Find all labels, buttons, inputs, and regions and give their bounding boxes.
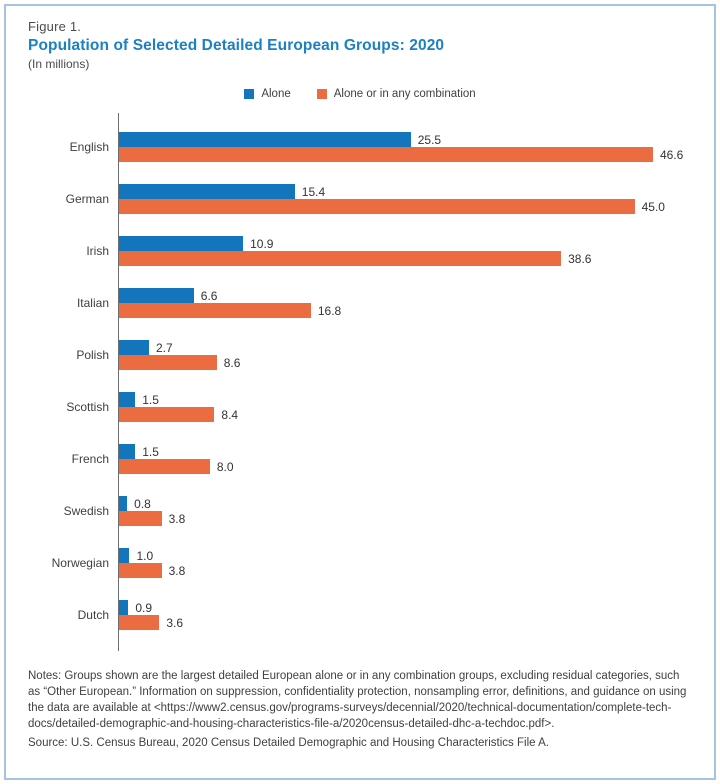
value-label: 2.7 <box>155 340 173 355</box>
bar-alone <box>118 496 127 511</box>
bar-line <box>118 199 692 214</box>
chart-row <box>28 589 692 641</box>
chart-row <box>28 329 692 381</box>
bar-line <box>118 548 692 563</box>
category-label: Norwegian <box>51 556 109 570</box>
category-label: English <box>69 140 109 154</box>
chart-row <box>28 485 692 537</box>
value-label: 1.5 <box>142 444 159 459</box>
legend-item-0 <box>244 88 290 100</box>
bar-line <box>118 392 692 407</box>
bar-line <box>118 147 692 162</box>
bar-combination <box>118 459 210 474</box>
bar-line <box>118 511 692 526</box>
notes-block <box>28 668 692 751</box>
bar-combination <box>118 511 162 526</box>
category-label: Irish <box>86 244 109 258</box>
bar-alone <box>118 236 243 251</box>
bar-alone <box>118 392 135 407</box>
value-label: 0.8 <box>134 496 151 511</box>
chart-row <box>28 121 692 173</box>
category-label: French <box>71 452 109 466</box>
value-label: 8.0 <box>216 459 234 474</box>
bar-combination <box>118 251 561 266</box>
figure-label: Figure 1. <box>28 19 82 34</box>
figure-subtitle: (In millions) <box>28 57 90 71</box>
value-label: 45.0 <box>641 199 665 214</box>
legend-label: Alone <box>261 88 291 100</box>
bar-line <box>118 355 692 370</box>
legend-swatch-icon <box>317 89 327 99</box>
value-label: 8.4 <box>221 407 239 422</box>
bar-group <box>118 444 692 474</box>
bar-group <box>118 132 692 162</box>
category-label: Scottish <box>66 400 109 414</box>
category-label: Dutch <box>77 608 109 622</box>
chart-row <box>28 225 692 277</box>
value-label: 1.0 <box>136 548 154 563</box>
figure-container <box>4 4 716 780</box>
category-label: Polish <box>76 348 109 362</box>
bar-alone <box>118 132 411 147</box>
bar-combination <box>118 199 635 214</box>
value-label: 3.8 <box>168 563 186 578</box>
bar-group <box>118 236 692 266</box>
value-label: 1.5 <box>142 392 159 407</box>
value-label: 15.4 <box>301 184 326 199</box>
bar-alone <box>118 548 129 563</box>
bar-line <box>118 132 692 147</box>
source-text: Source: U.S. Census Bureau, 2020 Census Detailed Demographic and Housing Characteristics File A. <box>28 737 549 749</box>
value-label: 46.6 <box>659 147 684 162</box>
value-label: 38.6 <box>568 251 592 266</box>
bar-alone <box>118 444 135 459</box>
bar-combination <box>118 615 159 630</box>
bar-line <box>118 496 692 511</box>
chart-row <box>28 381 692 433</box>
bar-group <box>118 600 692 630</box>
bar-line <box>118 615 692 630</box>
bar-line <box>118 251 692 266</box>
bar-alone <box>118 184 295 199</box>
chart-row <box>28 433 692 485</box>
bar-line <box>118 600 692 615</box>
bar-line <box>118 303 692 318</box>
bar-group <box>118 496 692 526</box>
bar-line <box>118 340 692 355</box>
chart-row <box>28 173 692 225</box>
legend-item-1 <box>317 88 476 100</box>
value-label: 6.6 <box>200 288 218 303</box>
value-label: 8.6 <box>223 355 241 370</box>
bar-line <box>118 459 692 474</box>
chart-row <box>28 277 692 329</box>
bar-line <box>118 236 692 251</box>
bar-combination <box>118 355 217 370</box>
y-axis-line <box>118 113 119 651</box>
bar-group <box>118 288 692 318</box>
category-label: Italian <box>76 296 109 310</box>
legend-swatch-icon <box>244 89 254 99</box>
value-label: 3.6 <box>166 615 183 630</box>
figure-title: Population of Selected Detailed European Groups: 2020 <box>28 37 445 54</box>
bar-line <box>118 407 692 422</box>
category-label: Swedish <box>63 504 109 518</box>
value-label: 0.9 <box>135 600 153 615</box>
bar-alone <box>118 600 128 615</box>
value-label: 25.5 <box>417 132 442 147</box>
bar-group <box>118 548 692 578</box>
value-label: 10.9 <box>250 236 274 251</box>
category-label: German <box>65 192 109 206</box>
notes-text: Notes: Groups shown are the largest detailed European alone or in any combination groups, excluding residual categories, such as “Other European.” Information on suppression, confidentiality protection, nonsampling error, definitions, and guidance on using the data are available at <https://www2.census.gov/programs-surveys/decennial/2020/technical-documentation/complete-tech-docs/detailed-demographic-and-housing-characteristics-file-a/2020census-detailed-dhc-a-techdoc.pdf>. <box>28 670 687 730</box>
bar-combination <box>118 147 653 162</box>
bar-line <box>118 288 692 303</box>
chart-row <box>28 537 692 589</box>
bar-line <box>118 444 692 459</box>
value-label: 16.8 <box>317 303 342 318</box>
bar-group <box>118 340 692 370</box>
bar-line <box>118 563 692 578</box>
bar-alone <box>118 288 194 303</box>
bar-group <box>118 184 692 214</box>
value-label: 3.8 <box>168 511 186 526</box>
bar-combination <box>118 407 214 422</box>
bar-chart <box>28 113 692 651</box>
bar-combination <box>118 303 311 318</box>
bar-group <box>118 392 692 422</box>
bar-line <box>118 184 692 199</box>
bar-combination <box>118 563 162 578</box>
bar-alone <box>118 340 149 355</box>
chart-legend <box>28 88 692 100</box>
legend-label: Alone or in any combination <box>333 88 476 100</box>
